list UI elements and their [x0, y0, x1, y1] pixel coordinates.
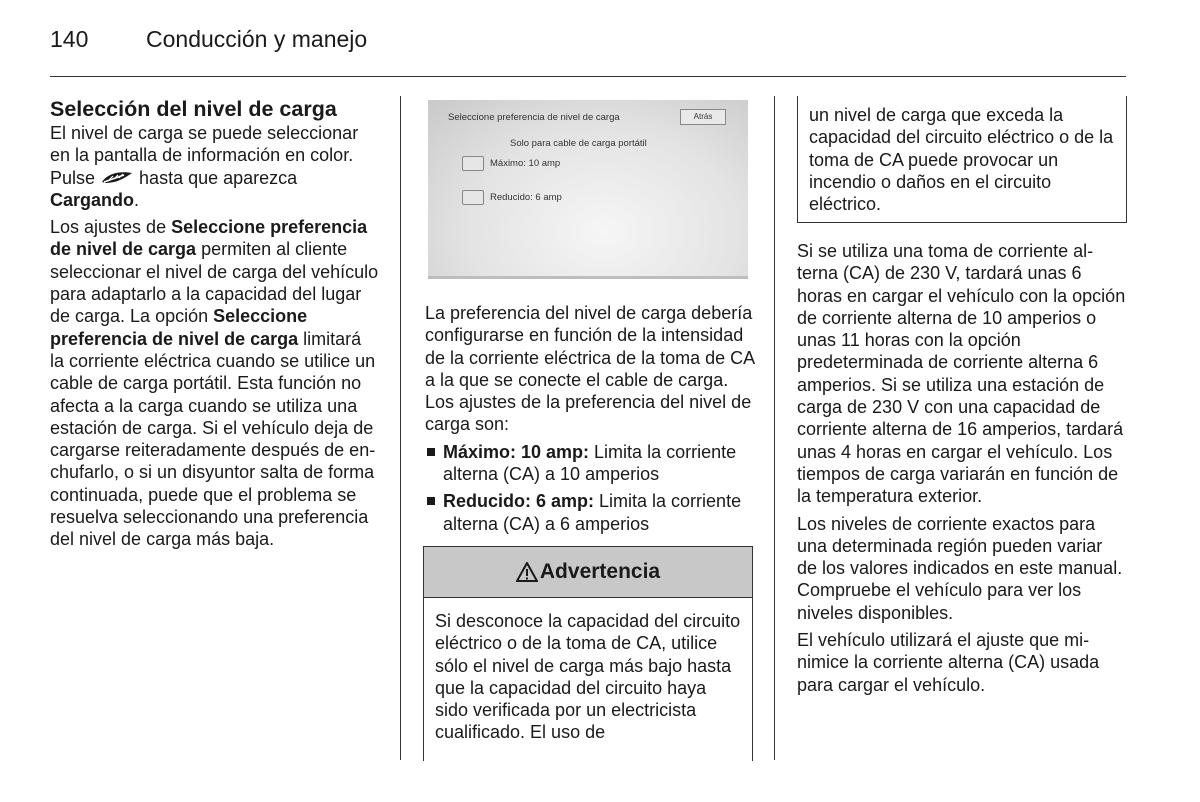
warning-continuation-box: [797, 96, 1127, 223]
paragraph-preference: La preferencia del nivel de carga debería configurarse en función de la intensidad de la corriente eléctrica de la toma de CA a la que se conecte el cable de carga. Los ajustes de la preferencia del nivel de carga son:: [425, 303, 755, 435]
warning-header: [424, 547, 752, 598]
bold-cargando: Cargando: [50, 189, 135, 210]
paragraph-settings: Los ajustes de Seleccione preferencia de nivel de carga permiten al cliente seleccionar el nivel de carga del vehículo para adaptarlo a la capacidad del lugar de carga. La opción Seleccione preferencia de nivel de carga limitará la corriente eléctrica cuando se utilice un cable de carga portátil. Esta función no afecta a la carga cuando se utiliza una estación de carga. Si el vehículo deja de cargarse reiteradamente después de enchufarlo, o si un disyuntor salta de forma continuada, puede que el problema se resuelva seleccionando una preferencia del nivel de carga más baja.: [50, 217, 379, 550]
back-button[interactable]: Atrás: [680, 109, 726, 125]
paragraph-levels: Los niveles de corriente exactos para una determinada región pueden variar de los valores indicados en este manual. Compruebe el vehículo para ver los niveles disponibles.: [797, 513, 1123, 623]
warning-triangle-icon: [516, 562, 538, 582]
display-screenshot: [428, 100, 748, 279]
column-divider-1: [400, 96, 401, 760]
screen-subtitle: Solo para cable de carga portátil: [510, 138, 647, 149]
warning-box: [423, 546, 753, 761]
paragraph-setting: El vehículo utilizará el ajuste que minimice la corriente alterna (CA) usada para cargar el vehículo.: [797, 630, 1100, 695]
paragraph-times: Si se utiliza una toma de corriente alterna (CA) de 230 V, tardará unas 6 horas en cargar el vehículo con la opción de corriente alterna de 10 amperios o unas 11 horas con la opción predeterminada de corriente alterna 6 amperios. Si se utiliza una estación de carga de 230 V con una capacidad de corriente alterna de 16 amperios, tardará unas 4 horas en cargar el vehículo. Los tiempos de carga variarán en función de la temperatura exterior.: [797, 241, 1126, 507]
header-rule: [50, 76, 1126, 77]
checkbox-reduced[interactable]: [462, 190, 484, 205]
warning-text-1: Si desconoce la capacidad del circuito eléctrico o de la toma de CA, utilice sólo el nivel de carga más bajo hasta que la capacidad del circuito haya sido verificada por un electricista cualificado. El uso de: [435, 611, 741, 743]
screen-title: Seleccione preferencia de nivel de carga: [448, 112, 620, 123]
settings-list: [425, 441, 755, 535]
bullet-square-icon: [427, 497, 435, 505]
column-3: [797, 240, 1127, 701]
option-reduced-label: Reducido: 6 amp: [490, 192, 562, 203]
paragraph-intro: El nivel de carga se puede seleccionar en la pantalla de información en color. Pulse hasta que aparezca Cargando.: [50, 123, 359, 210]
leaf-charge-icon: [100, 171, 134, 185]
section-title: Conducción y manejo: [146, 26, 368, 52]
column-divider-2: [774, 96, 775, 760]
warning-text-2: un nivel de carga que exceda la capacidad del circuito eléctrico o de la toma de CA puede provocar un incendio o daños en el circuito eléctrico.: [809, 105, 1114, 215]
bullet-square-icon: [427, 448, 435, 456]
list-item: Máximo: 10 amp: Limita la corriente alterna (CA) a 10 amperios: [425, 441, 755, 486]
list-item: Reducido: 6 amp: Limita la corriente alterna (CA) a 6 amperios: [425, 490, 755, 535]
section-heading: Selección del nivel de carga: [50, 97, 337, 121]
warning-title: Advertencia: [539, 560, 661, 583]
page-number: 140: [50, 26, 89, 52]
column-1: [50, 96, 380, 556]
option-max-label: Máximo: 10 amp: [490, 158, 561, 169]
column-2: [425, 302, 755, 541]
checkbox-max[interactable]: [462, 156, 484, 171]
